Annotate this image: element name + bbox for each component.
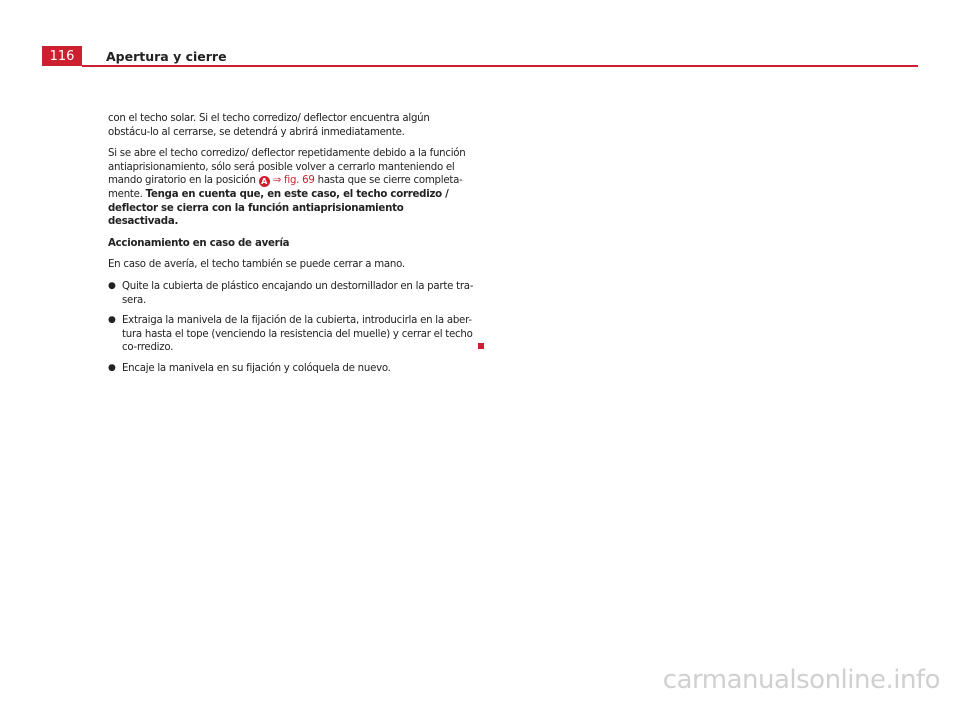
paragraph-2-text-a: Si se abre el techo corredizo/ deflector repetidamente debido a la función antiaprisionamiento, sólo será posible volver a cerrarlo manteniendo el mando giratorio en la posición [108,148,466,187]
list-item [108,280,474,307]
paragraph-1: con el techo solar. Si el techo corredizo/ deflector encuentra algún obstácu-lo al cerrarse, se detendrá y abrirá inmediatamente. [108,113,430,138]
bullet-icon: ● [108,315,116,326]
paragraph-3: En caso de avería, el techo también se puede cerrar a mano. [108,259,405,271]
paragraph-2 [108,147,474,229]
header-rule [82,65,918,67]
list-item-text: Extraiga la manivela de la fijación de la cubierta, introducirla en la aber-tura hasta el tope (venciendo la resistencia del muelle) y cerrar el techo co-rredizo. [122,315,473,354]
section-subheading: Accionamiento en caso de avería [108,237,290,249]
figure-reference-link[interactable]: ⇒ fig. 69 [272,175,315,187]
watermark: carmanualsonline.info [662,665,940,695]
page-title: Apertura y cierre [106,49,227,64]
position-a-badge: A [259,176,270,187]
main-text [108,112,474,383]
list-item-text: Encaje la manivela en su fijación y colóquela de nuevo. [122,362,391,374]
section-end-icon [478,343,484,349]
paragraph-2-warning: Tenga en cuenta que, en este caso, el techo corredizo / deflector se cierra con la función antiaprisionamiento desactivada. [108,188,449,228]
list-item [108,362,474,376]
page-number: 116 [42,46,82,66]
bullet-icon: ● [108,362,116,373]
paragraph-2-text-b: hasta que se cierre completa-mente. [108,175,463,200]
list-item [108,314,474,355]
list-item-text: Quite la cubierta de plástico encajando un destornillador en la parte tra-sera. [122,280,474,306]
page-header [42,46,918,66]
bullet-icon: ● [108,280,116,291]
